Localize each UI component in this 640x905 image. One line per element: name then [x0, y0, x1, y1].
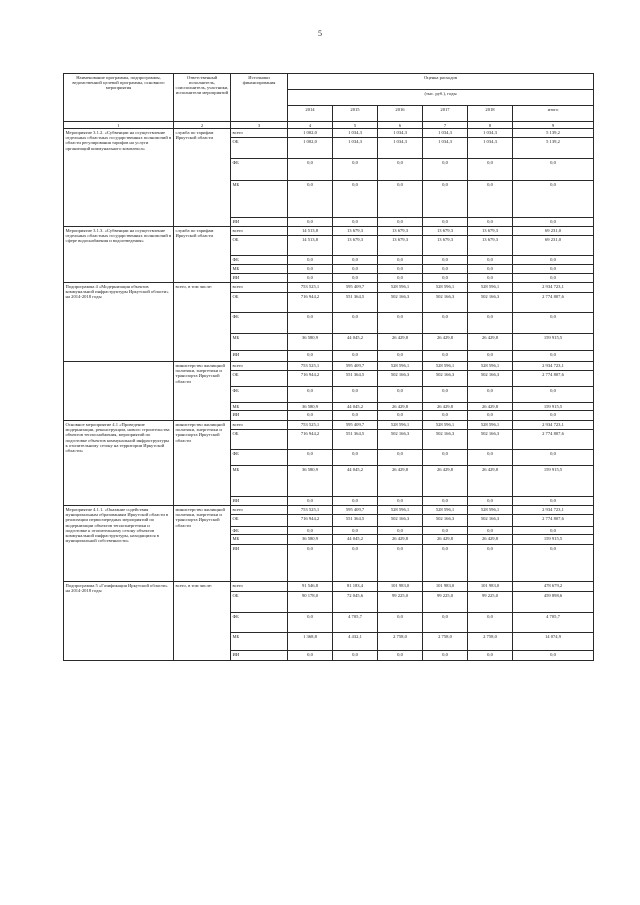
funding-source: МБ — [231, 466, 288, 497]
year-value: 502 166,3 — [423, 430, 468, 450]
year-value: 0,0 — [468, 411, 513, 421]
year-value: 0,0 — [333, 411, 378, 421]
year-value: 0,0 — [423, 545, 468, 582]
program-name: Мероприятие 3.1.2. «Субвенции на осуществление отдельных областных государственных полномочий в области регулирования тарифов на услуги организаций коммунального комплекса» — [64, 129, 174, 227]
responsible-executor: министерство жилищной политики, энергетики и транспорта Иркутской области — [174, 362, 231, 421]
responsible-executor: служба по тарифам Иркутской области — [174, 227, 231, 283]
funding-source: ИИ — [231, 274, 288, 283]
year-value: 44 045,2 — [333, 535, 378, 545]
table-row — [64, 582, 594, 592]
total-value: 2 934 723,1 — [513, 506, 594, 515]
year-value: 26 429,8 — [468, 466, 513, 497]
funding-source: ОБ — [231, 430, 288, 450]
funding-source: всего — [231, 421, 288, 430]
year-value: 0,0 — [288, 411, 333, 421]
total-value: 0,0 — [513, 218, 594, 227]
column-number: 6 — [378, 122, 423, 129]
total-value: 0,0 — [513, 256, 594, 265]
program-name: Подпрограмма 5 «Газификация Иркутской области» на 2014-2018 годы — [64, 582, 174, 661]
year-value: 0,0 — [378, 313, 423, 334]
year-value: 0,0 — [423, 351, 468, 362]
year-value: 0,0 — [423, 274, 468, 283]
column-number: 4 — [288, 122, 333, 129]
year-value: 502 166,3 — [378, 430, 423, 450]
year-value: 551 364,5 — [333, 430, 378, 450]
year-value: 716 944,2 — [288, 371, 333, 387]
year-value: 0,0 — [468, 527, 513, 535]
year-value: 0,0 — [468, 181, 513, 218]
total-value: 0,0 — [513, 497, 594, 506]
year-value: 0,0 — [288, 218, 333, 227]
year-value: 4 705,7 — [333, 613, 378, 633]
year-value: 716 944,2 — [288, 515, 333, 527]
year-value: 0,0 — [468, 387, 513, 403]
year-value: 0,0 — [468, 497, 513, 506]
funding-source: ОБ — [231, 371, 288, 387]
year-value: 13 679,3 — [468, 227, 513, 236]
funding-source: ФБ — [231, 313, 288, 334]
column-number: 2 — [174, 122, 231, 129]
year-value: 0,0 — [288, 256, 333, 265]
year-value: 44 045,2 — [333, 466, 378, 497]
total-value: 0,0 — [513, 651, 594, 661]
year-value: 0,0 — [333, 181, 378, 218]
year-value: 528 596,1 — [468, 283, 513, 293]
year-value: 502 166,3 — [378, 293, 423, 313]
funding-source: ИИ — [231, 218, 288, 227]
year-value: 1 034,3 — [333, 138, 378, 159]
year-value: 502 166,3 — [468, 515, 513, 527]
total-value: 0,0 — [513, 545, 594, 582]
year-value: 0,0 — [423, 313, 468, 334]
header-year: 2017 — [423, 106, 468, 122]
funding-source: ФБ — [231, 613, 288, 633]
year-value: 26 429,8 — [423, 466, 468, 497]
year-value: 753 525,1 — [288, 362, 333, 371]
year-value: 0,0 — [333, 387, 378, 403]
year-value: 0,0 — [333, 450, 378, 466]
total-value: 69 231,0 — [513, 227, 594, 236]
total-value: 0,0 — [513, 387, 594, 403]
total-value: 5 139,2 — [513, 129, 594, 138]
column-number: 8 — [468, 122, 513, 129]
total-value: 159 915,5 — [513, 466, 594, 497]
year-value: 753 525,1 — [288, 506, 333, 515]
year-value: 502 166,3 — [378, 515, 423, 527]
year-value: 44 045,2 — [333, 403, 378, 411]
year-value: 1 034,3 — [468, 129, 513, 138]
year-value: 0,0 — [288, 497, 333, 506]
year-value: 753 525,1 — [288, 283, 333, 293]
year-value: 0,0 — [378, 545, 423, 582]
funding-source: МБ — [231, 633, 288, 651]
year-value: 502 166,3 — [423, 293, 468, 313]
year-value: 99 225,0 — [378, 592, 423, 613]
table-row — [64, 227, 594, 236]
year-value: 1 034,3 — [468, 138, 513, 159]
year-value: 0,0 — [333, 527, 378, 535]
total-value: 159 915,5 — [513, 334, 594, 351]
year-value: 528 596,1 — [378, 362, 423, 371]
year-value: 72 045,6 — [333, 592, 378, 613]
total-value: 2 934 723,1 — [513, 421, 594, 430]
funding-source: ИИ — [231, 351, 288, 362]
year-value: 4 432,1 — [333, 633, 378, 651]
year-value: 26 429,8 — [423, 403, 468, 411]
year-value: 0,0 — [468, 265, 513, 274]
year-value: 26 429,8 — [423, 535, 468, 545]
total-value: 2 774 807,6 — [513, 430, 594, 450]
year-value: 1 034,3 — [423, 129, 468, 138]
year-value: 0,0 — [333, 159, 378, 181]
year-value: 0,0 — [423, 256, 468, 265]
funding-source: всего — [231, 129, 288, 138]
funding-source: всего — [231, 362, 288, 371]
year-value: 2 758,0 — [378, 633, 423, 651]
funding-source: всего — [231, 227, 288, 236]
year-value: 0,0 — [468, 450, 513, 466]
year-value: 0,0 — [423, 387, 468, 403]
year-value: 36 580,9 — [288, 334, 333, 351]
funding-source: ИИ — [231, 651, 288, 661]
column-number: 3 — [231, 122, 288, 129]
year-value: 0,0 — [378, 265, 423, 274]
year-value: 14 513,8 — [288, 236, 333, 256]
funding-source: всего — [231, 506, 288, 515]
funding-source: всего — [231, 582, 288, 592]
year-value: 26 429,8 — [378, 403, 423, 411]
year-value: 0,0 — [333, 651, 378, 661]
year-value: 0,0 — [468, 545, 513, 582]
total-value: 69 231,0 — [513, 236, 594, 256]
program-name: Мероприятие 4.1.1. «Оказание содействия муниципальным образованиям Иркутской области в реализации первоочередных мероприятий по модернизации объектов теплоэнергетики и подготовке к отопительному сезону объектов коммунальной инфраструктуры, находящихся в муниципальной собственности» — [64, 506, 174, 582]
year-value: 2 758,0 — [468, 633, 513, 651]
year-value: 14 513,8 — [288, 227, 333, 236]
year-value: 0,0 — [288, 274, 333, 283]
year-value: 528 596,1 — [468, 506, 513, 515]
year-value: 528 596,1 — [378, 283, 423, 293]
table-row — [64, 506, 594, 515]
year-value: 0,0 — [378, 450, 423, 466]
year-value: 0,0 — [333, 545, 378, 582]
year-value: 528 596,1 — [378, 421, 423, 430]
year-value: 0,0 — [333, 265, 378, 274]
column-number: 5 — [333, 122, 378, 129]
funding-source: ФБ — [231, 527, 288, 535]
year-value: 0,0 — [378, 527, 423, 535]
year-value: 0,0 — [378, 181, 423, 218]
table-row — [64, 283, 594, 293]
funding-source: ФБ — [231, 256, 288, 265]
year-value: 0,0 — [468, 218, 513, 227]
total-value: 0,0 — [513, 181, 594, 218]
funding-source: ФБ — [231, 159, 288, 181]
year-value: 502 166,3 — [423, 515, 468, 527]
year-value: 1 034,3 — [333, 129, 378, 138]
year-value: 528 596,1 — [468, 421, 513, 430]
total-value: 0,0 — [513, 351, 594, 362]
year-value: 1 002,0 — [288, 129, 333, 138]
year-value: 13 679,3 — [333, 236, 378, 256]
year-value: 502 166,3 — [378, 371, 423, 387]
year-value: 101 983,0 — [423, 582, 468, 592]
year-value: 716 944,2 — [288, 293, 333, 313]
year-value: 0,0 — [378, 387, 423, 403]
year-value: 13 679,3 — [423, 227, 468, 236]
year-value: 595 409,7 — [333, 283, 378, 293]
year-value: 0,0 — [378, 218, 423, 227]
year-value: 0,0 — [288, 351, 333, 362]
header-year: 2015 — [333, 106, 378, 122]
year-value: 0,0 — [333, 274, 378, 283]
year-value: 502 166,3 — [468, 293, 513, 313]
year-value: 502 166,3 — [468, 371, 513, 387]
year-value: 36 580,9 — [288, 403, 333, 411]
year-value: 0,0 — [468, 313, 513, 334]
year-value: 13 679,3 — [468, 236, 513, 256]
year-value: 26 429,8 — [468, 535, 513, 545]
funding-source: ОБ — [231, 236, 288, 256]
header-responsible: Ответственный исполнитель, соисполнитель, участники, исполнители мероприятий — [174, 74, 231, 122]
total-value: 159 915,5 — [513, 403, 594, 411]
year-value: 0,0 — [468, 159, 513, 181]
total-value: 5 139,2 — [513, 138, 594, 159]
year-value: 99 225,0 — [423, 592, 468, 613]
year-value: 502 166,3 — [468, 430, 513, 450]
year-value: 0,0 — [378, 351, 423, 362]
total-value: 2 934 723,1 — [513, 362, 594, 371]
year-value: 528 596,1 — [468, 362, 513, 371]
expenditure-table — [63, 73, 594, 661]
responsible-executor: всего, в том числе: — [174, 283, 231, 362]
funding-source: ИИ — [231, 411, 288, 421]
year-value: 0,0 — [468, 256, 513, 265]
year-value: 0,0 — [333, 351, 378, 362]
total-value: 2 934 723,1 — [513, 283, 594, 293]
total-value: 2 774 807,6 — [513, 371, 594, 387]
column-number: 7 — [423, 122, 468, 129]
page-number: 5 — [318, 29, 322, 38]
header-name: Наименование программы, подпрограммы, ведомственной целевой программы, основного мероприятия — [64, 74, 174, 122]
header-total: итого — [513, 106, 594, 122]
year-value: 528 596,1 — [423, 283, 468, 293]
year-value: 1 034,3 — [378, 129, 423, 138]
year-value: 26 429,8 — [378, 466, 423, 497]
responsible-executor: служба по тарифам Иркутской области — [174, 129, 231, 227]
year-value: 595 409,7 — [333, 506, 378, 515]
year-value: 91 546,8 — [288, 582, 333, 592]
year-value: 0,0 — [378, 497, 423, 506]
funding-source: ФБ — [231, 450, 288, 466]
year-value: 26 429,8 — [468, 403, 513, 411]
year-value: 0,0 — [288, 313, 333, 334]
year-value: 0,0 — [288, 545, 333, 582]
funding-source: МБ — [231, 181, 288, 218]
year-value: 36 580,9 — [288, 535, 333, 545]
year-value: 0,0 — [378, 651, 423, 661]
header-units: (тыс. руб.), годы — [288, 90, 594, 106]
year-value: 0,0 — [378, 613, 423, 633]
funding-source: ИИ — [231, 545, 288, 582]
total-value: 0,0 — [513, 159, 594, 181]
year-value: 99 225,0 — [468, 592, 513, 613]
year-value: 2 758,0 — [423, 633, 468, 651]
year-value: 0,0 — [288, 527, 333, 535]
year-value: 528 596,1 — [423, 421, 468, 430]
year-value: 101 983,0 — [378, 582, 423, 592]
year-value: 0,0 — [423, 527, 468, 535]
year-value: 101 983,0 — [468, 582, 513, 592]
year-value: 528 596,1 — [378, 506, 423, 515]
total-value: 459 898,6 — [513, 592, 594, 613]
year-value: 1 002,0 — [288, 138, 333, 159]
funding-source: МБ — [231, 334, 288, 351]
year-value: 0,0 — [468, 274, 513, 283]
header-year: 2014 — [288, 106, 333, 122]
total-value: 4 705,7 — [513, 613, 594, 633]
year-value: 44 045,2 — [333, 334, 378, 351]
year-value: 0,0 — [288, 613, 333, 633]
year-value: 0,0 — [423, 450, 468, 466]
year-value: 0,0 — [468, 613, 513, 633]
year-value: 0,0 — [378, 256, 423, 265]
column-number: 1 — [64, 122, 174, 129]
total-value: 0,0 — [513, 265, 594, 274]
total-value: 159 915,5 — [513, 535, 594, 545]
year-value: 13 679,3 — [378, 227, 423, 236]
total-value: 478 679,2 — [513, 582, 594, 592]
funding-source: МБ — [231, 265, 288, 274]
funding-source: ОБ — [231, 515, 288, 527]
year-value: 13 679,3 — [423, 236, 468, 256]
funding-source: ОБ — [231, 592, 288, 613]
header-year: 2016 — [378, 106, 423, 122]
program-name: Основное мероприятие 4.1 «Проведение модернизации, реконструкции, нового строительства объектов теплоснабжения, мероприятий по подготовке объектов коммунальной инфраструктуры к отопительному сезону на территории Иркутской области» — [64, 421, 174, 506]
year-value: 0,0 — [378, 411, 423, 421]
year-value: 1 368,8 — [288, 633, 333, 651]
year-value: 0,0 — [333, 313, 378, 334]
program-name: Мероприятие 3.1.3. «Субвенции на осуществление отдельных областных государственных полномочий в сфере водоснабжения и водоотведения» — [64, 227, 174, 283]
year-value: 0,0 — [423, 265, 468, 274]
header-year: 2018 — [468, 106, 513, 122]
year-value: 595 409,7 — [333, 362, 378, 371]
year-value: 0,0 — [378, 274, 423, 283]
year-value: 551 364,5 — [333, 293, 378, 313]
year-value: 1 034,3 — [378, 138, 423, 159]
year-value: 551 364,5 — [333, 515, 378, 527]
header-source: Источники финансирования — [231, 74, 288, 122]
total-value: 2 774 807,6 — [513, 293, 594, 313]
program-name: Подпрограмма 4 «Модернизация объектов коммунальной инфраструктуры Иркутской области» на 2014-2018 годы — [64, 283, 174, 362]
table-row — [64, 421, 594, 430]
year-value: 716 944,2 — [288, 430, 333, 450]
table-row — [64, 362, 594, 371]
year-value: 551 364,5 — [333, 371, 378, 387]
total-value: 0,0 — [513, 274, 594, 283]
year-value: 0,0 — [333, 256, 378, 265]
year-value: 36 580,9 — [288, 466, 333, 497]
funding-source: МБ — [231, 403, 288, 411]
year-value: 13 679,3 — [378, 236, 423, 256]
year-value: 0,0 — [288, 181, 333, 218]
year-value: 26 429,8 — [423, 334, 468, 351]
funding-source: МБ — [231, 535, 288, 545]
year-value: 13 679,3 — [333, 227, 378, 236]
year-value: 26 429,8 — [378, 334, 423, 351]
responsible-executor: министерство жилищной политики, энергетики и транспорта Иркутской области — [174, 421, 231, 506]
year-value: 0,0 — [423, 651, 468, 661]
year-value: 753 525,1 — [288, 421, 333, 430]
year-value: 0,0 — [288, 387, 333, 403]
year-value: 0,0 — [333, 497, 378, 506]
funding-source: ФБ — [231, 387, 288, 403]
year-value: 0,0 — [423, 613, 468, 633]
funding-source: ИИ — [231, 497, 288, 506]
year-value: 0,0 — [378, 159, 423, 181]
responsible-executor: всего, в том числе: — [174, 582, 231, 661]
year-value: 0,0 — [288, 265, 333, 274]
total-value: 0,0 — [513, 411, 594, 421]
total-value: 14 074,9 — [513, 633, 594, 651]
year-value: 0,0 — [468, 351, 513, 362]
year-value: 1 034,3 — [423, 138, 468, 159]
table-row — [64, 129, 594, 138]
total-value: 0,0 — [513, 450, 594, 466]
year-value: 528 596,1 — [423, 506, 468, 515]
year-value: 81 183,4 — [333, 582, 378, 592]
total-value: 0,0 — [513, 527, 594, 535]
funding-source: всего — [231, 283, 288, 293]
year-value: 0,0 — [423, 218, 468, 227]
program-name — [64, 362, 174, 421]
year-value: 90 178,0 — [288, 592, 333, 613]
year-value: 0,0 — [468, 651, 513, 661]
year-value: 0,0 — [423, 181, 468, 218]
year-value: 0,0 — [333, 218, 378, 227]
year-value: 502 166,3 — [423, 371, 468, 387]
year-value: 26 429,8 — [378, 535, 423, 545]
year-value: 595 409,7 — [333, 421, 378, 430]
total-value: 0,0 — [513, 313, 594, 334]
year-value: 0,0 — [288, 450, 333, 466]
year-value: 0,0 — [423, 159, 468, 181]
year-value: 26 429,8 — [468, 334, 513, 351]
year-value: 0,0 — [288, 159, 333, 181]
funding-source: ОБ — [231, 138, 288, 159]
column-number: 9 — [513, 122, 594, 129]
year-value: 0,0 — [288, 651, 333, 661]
year-value: 0,0 — [423, 411, 468, 421]
year-value: 528 596,1 — [423, 362, 468, 371]
header-estimate: Оценка расходов — [288, 74, 594, 90]
responsible-executor: министерство жилищной политики, энергетики и транспорта Иркутской области — [174, 506, 231, 582]
funding-source: ОБ — [231, 293, 288, 313]
year-value: 0,0 — [423, 497, 468, 506]
total-value: 2 774 807,6 — [513, 515, 594, 527]
